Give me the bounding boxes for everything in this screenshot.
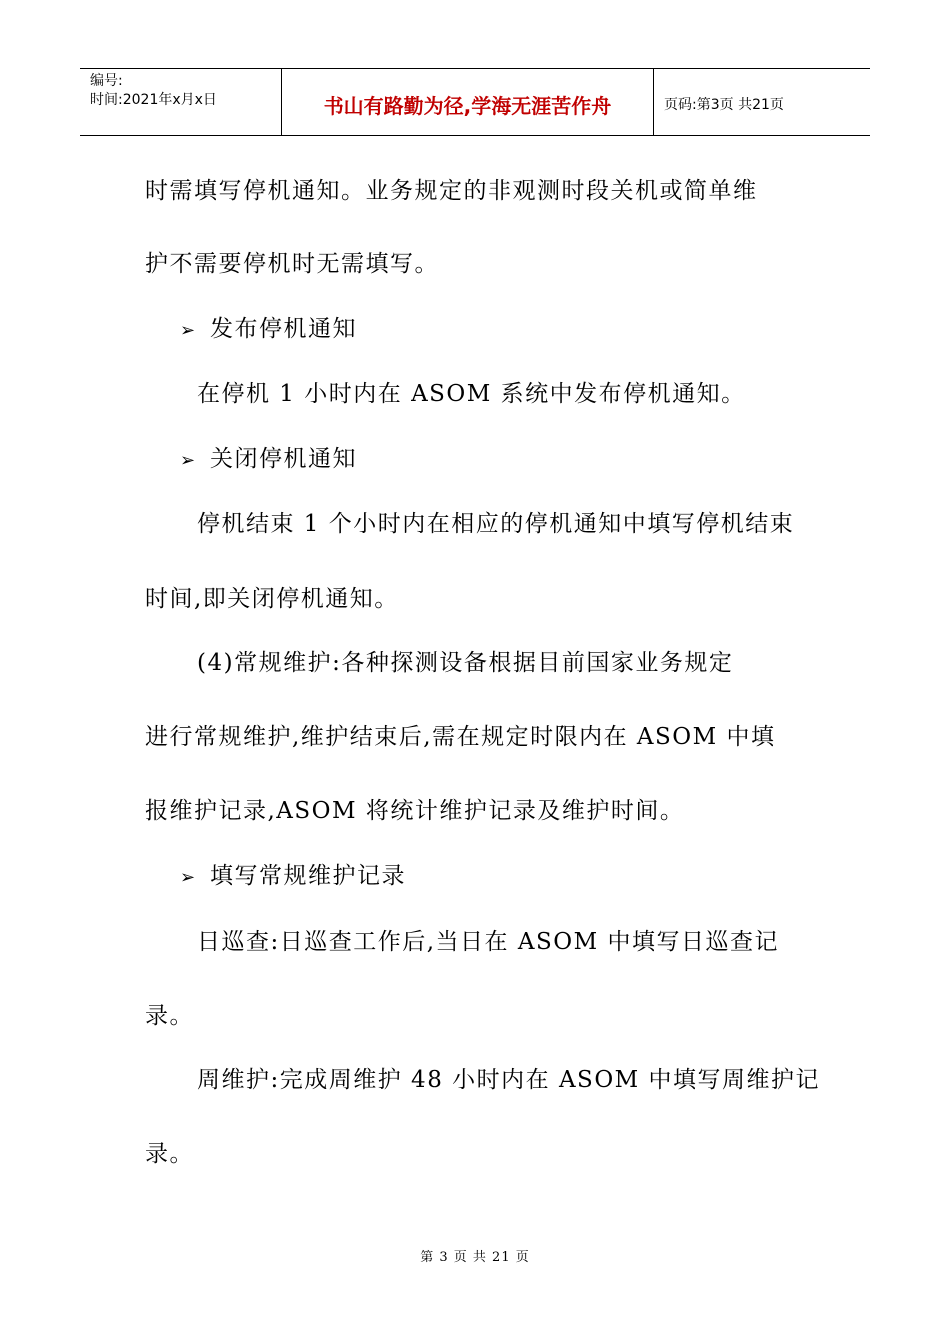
paragraph-line: 时间,即关闭停机通知。 <box>145 586 399 612</box>
bullet-text: 发布停机通知 <box>210 316 357 342</box>
document-time-label: 时间:2021年x月x日 <box>90 92 217 108</box>
paragraph-line: (4)常规维护:各种探测设备根据目前国家业务规定 <box>197 650 734 676</box>
paragraph-line: 录。 <box>145 1003 194 1029</box>
paragraph-line: 录。 <box>145 1141 194 1167</box>
paragraph-line: 停机结束 1 个小时内在相应的停机通知中填写停机结束 <box>197 511 795 537</box>
document-number-label: 编号: <box>90 73 123 89</box>
page-footer: 第 3 页 共 21 页 <box>420 1250 530 1265</box>
arrow-bullet-icon: ➢ <box>180 450 197 471</box>
bullet-text: 填写常规维护记录 <box>210 863 406 889</box>
bullet-item-routine <box>145 857 406 890</box>
page-header <box>80 68 870 136</box>
header-page-info: 页码:第3页 共21页 <box>664 97 784 113</box>
paragraph-line: 报维护记录,ASOM 将统计维护记录及维护时间。 <box>145 798 685 824</box>
arrow-bullet-icon: ➢ <box>180 867 197 888</box>
paragraph-line: 进行常规维护,维护结束后,需在规定时限内在 ASOM 中填 <box>145 724 776 750</box>
paragraph-line: 在停机 1 小时内在 ASOM 系统中发布停机通知。 <box>197 381 746 407</box>
header-motto: 书山有路勤为径,学海无涯苦作舟 <box>282 69 654 135</box>
paragraph-line: 护不需要停机时无需填写。 <box>145 251 439 277</box>
arrow-bullet-icon: ➢ <box>180 320 197 341</box>
paragraph-line: 日巡查:日巡查工作后,当日在 ASOM 中填写日巡查记 <box>197 929 779 955</box>
bullet-text: 关闭停机通知 <box>210 446 357 472</box>
paragraph-line: 时需填写停机通知。业务规定的非观测时段关机或简单维 <box>145 178 758 204</box>
paragraph-line: 周维护:完成周维护 48 小时内在 ASOM 中填写周维护记 <box>197 1067 821 1093</box>
bullet-item-publish <box>145 310 357 343</box>
header-meta <box>80 69 282 135</box>
bullet-item-close <box>145 440 357 473</box>
